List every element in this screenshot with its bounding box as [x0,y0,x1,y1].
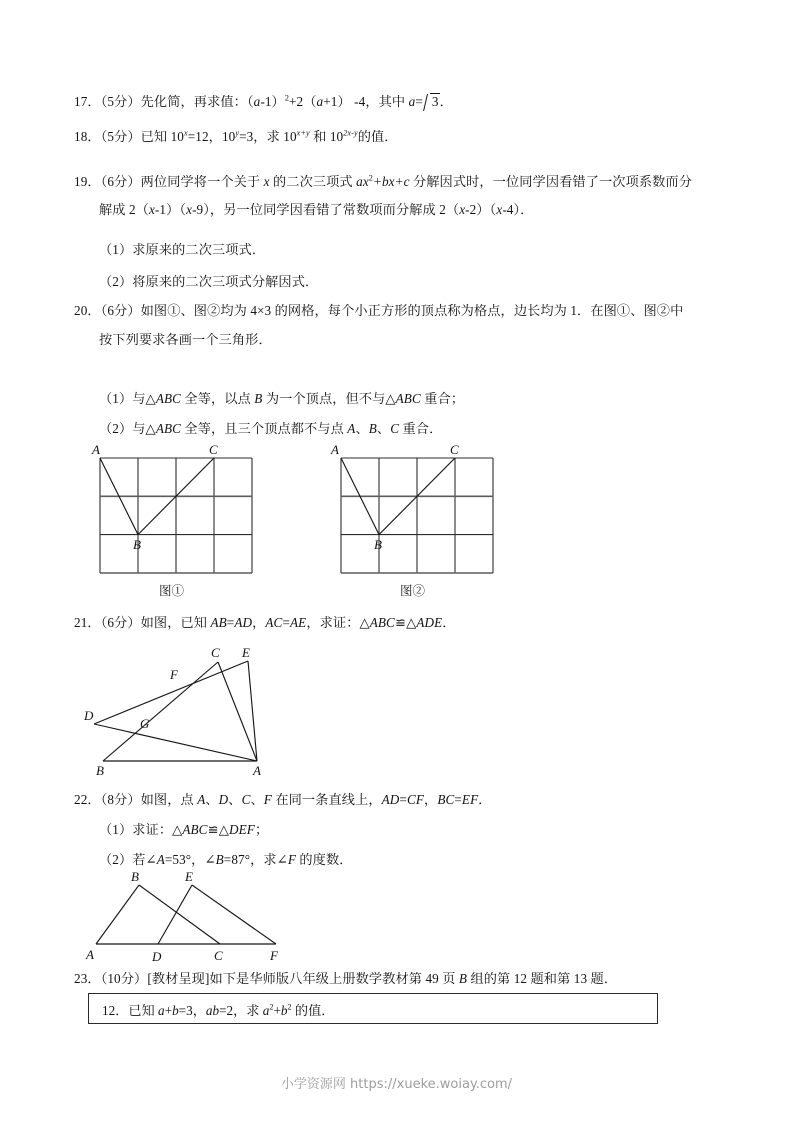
q21-congruent: ≌ [394,615,407,630]
q23-box-eq1: =3， [178,1003,206,1018]
figure-q22-label-E: E [185,869,193,884]
q22-point-f: F [263,792,272,807]
q19-line1-c: 分解因式时，一位同学因看错了一次项系数而分 [409,174,693,189]
q19-l2-x3: x [459,202,466,217]
q18-mid3: 和 10 [309,129,344,144]
figure-q21-label-D: D [84,708,94,723]
q23-box-sq-plus: + [273,1003,281,1018]
q22-seg-bc: BC [437,792,455,807]
question-22-sub2 [99,850,353,870]
q20-sub1-tri1: ABC [155,391,182,406]
q19-poly-ax: ax [356,174,369,189]
question-20-line2: 按下列要求各画一个三角形． [99,332,272,347]
q22-sub2-a: （2）若∠ [99,852,157,867]
q22-angle-f: F [287,852,296,867]
q21-suffix: ． [442,615,456,630]
q22-l1-d: ． [478,792,492,807]
q20-sub2-sep1: 、 [355,421,369,436]
q18-prefix: 18．（5分）已知 10 [74,129,184,144]
q20-sub2-a: （2）与△ [99,421,156,436]
q19-line2-b: -1）（ [154,202,187,217]
q18-exp-y: y [235,128,240,138]
question-20-sub1 [99,389,464,409]
q19-line2-c: -9），另一位同学因看错了常数项而分解成 2（ [192,202,460,217]
q17-var-a3: a [408,94,416,109]
q20-sub1-point-b: B [254,391,263,406]
figure-1-grid [92,442,260,580]
figure-2-caption: 图② [400,584,426,598]
q21-tri-ade: ADE [416,615,443,630]
q20-sub1-b: 全等，以点 [181,391,255,406]
q18-mid1: =12，10 [187,129,236,144]
q22-eq1: = [399,792,407,807]
q17-exponent: 2 [284,93,289,103]
q22-sub2-c: =87°，求∠ [223,852,288,867]
figure-q22 [86,869,311,964]
q22-l1-b: 在同一条直线上， [271,792,382,807]
figure-q22-label-C: C [214,948,223,963]
q18-exp-x: x [184,128,188,138]
q20-sub1-tri2: ABC [395,391,421,406]
q21-eq1: = [226,615,235,630]
q19-poly-exponent: 2 [368,173,373,183]
q23-box-var-b: b [172,1003,179,1018]
q23-box-sq-a-exp: 2 [269,1002,274,1012]
q17-radicand: 3 [431,94,439,109]
q17-prefix: 17．（5分）先化简，再求值：（ [74,94,254,109]
q18-suffix: 的值． [357,129,398,144]
q23-box-eq2: =2，求 [219,1003,263,1018]
q21-eq2: = [282,615,291,630]
q19-l2-x2: x [186,202,193,217]
q21-seg-ac: AC [265,615,283,630]
q22-point-c: C [241,792,251,807]
textbook-excerpt-text [102,1000,334,1019]
figure-q22-svg [86,869,311,964]
q22-eq2: = [454,792,462,807]
q19-poly-bxc: +bx+c [372,174,410,189]
q22-sub2-d: 的度数． [295,852,353,867]
q23-box-sq-a: a [262,1003,270,1018]
figure-1-label-C: C [209,442,218,457]
question-20-line1: 20．（6分）如图①、图②均为 4×3 的网格，每个小正方形的顶点称为格点，边长均为 1．在图①、图②中 [74,303,684,318]
q23-box-suffix: 的值． [291,1003,335,1018]
q22-sub1-tri2: DEF [229,822,255,837]
q20-sub2-point-c: C [390,421,400,436]
q22-sep2: 、 [228,792,242,807]
q22-point-d: D [218,792,229,807]
q22-sub1-cong: ≌△ [207,822,229,837]
q17-var-a1: a [253,94,261,109]
question-21 [74,613,456,633]
q22-l1-a: 22．（8分）如图，点 [74,792,198,807]
q23-box-sq-b: b [280,1003,288,1018]
q17-mid2: +2（ [289,94,317,109]
figure-1-label-B: B [133,537,141,552]
q19-line2-e: -4）． [502,202,534,217]
sqrt-symbol [423,92,440,112]
q20-sub2-point-a: A [347,421,356,436]
q23-l1-b: 组的第 12 题和第 13 题． [467,971,618,986]
q23-box-sq-b-exp: 2 [287,1002,292,1012]
figure-q22-label-B: B [131,869,139,884]
q19-l2-x4: x [496,202,503,217]
q17-mid1: -1） [260,94,285,109]
question-20-sub2 [99,419,442,439]
q17-equals: = [415,94,423,109]
q23-box-var-a: a [158,1003,165,1018]
q23-l1-a: 23．（10分）[教材呈现]如下是华师版八年级上册数学教材第 49 页 [74,971,459,986]
q19-var-x: x [263,174,270,189]
q20-sub1-c: 为一个顶点，但不与△ [262,391,396,406]
q21-sep1: ， [252,615,266,630]
figure-2-label-C: C [450,442,459,457]
question-22-sub1 [99,820,268,840]
q20-sub1-d: 重合； [420,391,465,406]
q22-seg-ef: EF [461,792,479,807]
question-19-sub1: （1）求原来的二次三项式． [99,242,266,257]
q18-mid2: =3，求 10 [239,129,297,144]
q23-box-ab: ab [205,1003,220,1018]
q20-sub2-c: 重合． [399,421,443,436]
q22-seg-cf: CF [406,792,425,807]
question-19-line1 [74,172,692,192]
figure-q21-svg [84,645,280,778]
question-19-sub2: （2）将原来的二次三项式分解因式． [99,274,319,289]
figure-2-label-B: B [374,537,382,552]
figure-q22-label-A: A [86,947,94,962]
q18-exp-x-plus-y: x+y [296,128,310,138]
q21-seg-ab: AB [210,615,227,630]
q20-sub2-point-b: B [368,421,377,436]
q19-l2-x1: x [148,202,155,217]
figure-q21 [84,645,280,778]
figure-q21-label-B: B [96,763,104,778]
figure-1-svg [92,442,260,580]
figure-2-svg [331,442,501,580]
q18-exp-2x-minus-y: 2x-y [343,128,358,138]
figure-2-label-A: A [331,442,339,457]
q22-angle-a: A [156,852,165,867]
figure-q21-label-C: C [211,645,220,660]
q19-line2-d: -2）（ [465,202,497,217]
q20-sub2-b: 全等，且三个顶点都不与点 [181,421,348,436]
q22-sub1-tri1: ABC [182,822,208,837]
q20-sub2-tri1: ABC [155,421,182,436]
q21-tri-abc: ABC [369,615,395,630]
figure-q21-label-A: A [253,763,261,778]
footer-watermark: 小学资源网 https://xueke.woiay.com/ [280,1077,513,1092]
q21-seg-ad: AD [234,615,253,630]
grid-lines-vertical [100,458,252,573]
q22-sub1-a: （1）求证：△ [99,822,183,837]
q19-line1-b: 的二次三项式 [269,174,357,189]
q22-sep3: 、 [250,792,264,807]
q22-seg-ad: AD [381,792,400,807]
q22-point-a: A [197,792,206,807]
question-22-line1 [74,790,492,810]
q19-line1-a: 19．（6分）两位同学将一个关于 [74,174,264,189]
q21-tri-prefix: △ [406,615,417,630]
q23-box-prefix: 12．已知 [102,1003,159,1018]
figure-q22-label-D: D [152,949,162,964]
textbook-excerpt-box [88,993,658,1024]
question-17 [74,92,453,112]
q22-angle-b: B [215,852,224,867]
q23-group-b: B [458,971,468,986]
q17-var-a2: a [316,94,324,109]
q20-sub1-a: （1）与△ [99,391,156,406]
q22-segments [96,885,276,944]
q22-sub2-b: =53°，∠ [164,852,216,867]
q20-sub2-sep2: 、 [376,421,391,436]
q23-box-plus: + [164,1003,173,1018]
grid-lines-vertical [341,458,493,573]
figure-1-label-A: A [92,442,100,457]
q19-line2-a: 解成 2（ [99,202,149,217]
figure-q22-label-F: F [270,948,278,963]
figure-1-caption: 图① [159,584,185,598]
question-19-line2 [99,200,533,220]
q22-l1-c: ， [424,792,438,807]
q17-suffix: ． [439,94,453,109]
question-23-line1 [74,969,617,989]
figure-q21-label-G: G [140,716,150,731]
q21-prefix: 21．（6分）如图，已知 [74,615,211,630]
q22-sub1-b: ； [254,822,269,837]
figure-q21-label-F: F [170,667,178,682]
question-18 [74,127,398,147]
figure-q21-label-E: E [242,645,250,660]
q22-sep1: 、 [205,792,219,807]
q17-mid3: +1） -4，其中 [323,94,409,109]
q21-seg-ae: AE [290,615,307,630]
figure-2-grid [331,442,501,580]
q21-sep2: ，求证：△ [306,615,370,630]
